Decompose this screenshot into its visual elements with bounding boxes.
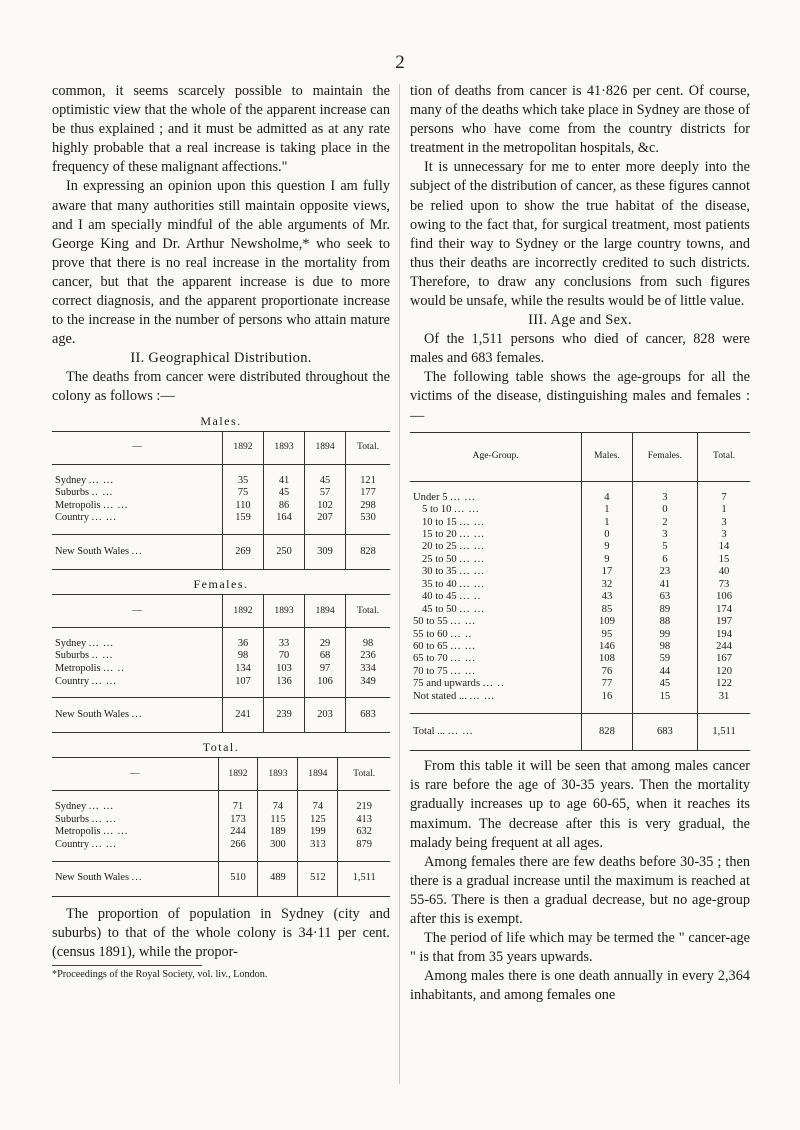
table-cell: 236 (346, 650, 390, 663)
table-cell: 31 (698, 691, 750, 714)
table-row (52, 627, 390, 650)
leader-dots: ... ... (450, 641, 476, 653)
row-label-text: 40 to 45 (422, 591, 457, 603)
leader-dots: ... .. (459, 591, 482, 603)
right-column (410, 82, 750, 1006)
column-header: Total. (346, 431, 390, 464)
row-label-text: 70 to 75 (413, 665, 448, 677)
table-row (410, 691, 750, 714)
row-label (410, 481, 582, 504)
paragraph: In expressing an opinion upon this question I am fully aware that many authorities still maintain opposite views, and I am specially mindful of the able arguments of Mr. George King and Dr. Arthur Newsholme,* who seek to prove that there is no real increase in the mortality from cancer, but that the apparent increase is due to more correct diagnosis, and the apparent proportionate increase to the increase in the number of persons who attain mature age. (52, 178, 390, 348)
table-cell: 15 (632, 691, 697, 714)
leader-dots: ... ... (103, 499, 129, 511)
row-label-text: Suburbs (55, 650, 90, 662)
table-cell: 95 (582, 629, 632, 641)
leader-dots: ... ... (459, 516, 485, 528)
column-header: Total. (338, 758, 390, 791)
row-label (410, 629, 582, 641)
table-cell: 98 (223, 650, 264, 663)
table-cell: 244 (218, 826, 258, 839)
table-cell: 45 (632, 678, 697, 690)
leader-dots: ... ... (454, 504, 480, 516)
column-header: — (52, 594, 223, 627)
leader-dots: ... ... (450, 616, 476, 628)
column-header: 1894 (305, 431, 346, 464)
table-row (410, 678, 750, 690)
row-label-text: Metropolis (55, 663, 101, 675)
table-cell: 45 (305, 464, 346, 487)
leader-dots: ... .. (450, 628, 473, 640)
table-cell: 98 (346, 627, 390, 650)
row-label-text: 35 to 40 (422, 578, 457, 590)
table-cell: 349 (346, 676, 390, 698)
section-heading: III. Age and Sex. (528, 312, 632, 329)
leader-dots: .. ... (91, 650, 114, 662)
row-label (410, 714, 582, 751)
table-cell: 32 (582, 579, 632, 591)
column-divider (399, 84, 400, 1084)
table-cell: 173 (218, 814, 258, 827)
table-cell: 59 (632, 653, 697, 665)
row-label-text: Suburbs (55, 487, 90, 499)
column-header: Total. (346, 594, 390, 627)
table-cell: 75 (223, 487, 264, 500)
table-row (52, 663, 390, 676)
table-cell: 164 (264, 512, 305, 534)
table-cell: 828 (582, 714, 632, 751)
row-label (410, 591, 582, 603)
table-cell: 879 (338, 839, 390, 861)
row-label (52, 663, 223, 676)
females-table (52, 594, 390, 733)
header-row (410, 432, 750, 481)
table-cell: 683 (632, 714, 697, 751)
table-cell: 1,511 (698, 714, 750, 751)
table-cell: 9 (582, 541, 632, 553)
row-label-text: 15 to 20 (422, 528, 457, 540)
total-table-caption: Total. (202, 740, 240, 755)
table-cell: 300 (258, 839, 298, 861)
leader-dots: ... ... (91, 813, 117, 825)
table-cell: 189 (258, 826, 298, 839)
leader-dots: ... (131, 708, 143, 720)
table-cell: 174 (698, 604, 750, 616)
table-row (410, 481, 750, 504)
table-cell: 6 (632, 554, 697, 566)
table-row (52, 650, 390, 663)
row-label-text: 50 to 55 (413, 616, 448, 628)
table-cell: 57 (305, 487, 346, 500)
paragraph: It is unnecessary for me to enter more deeply into the subject of the distribution of cancer, as these figures cannot be relied upon to show the true habitat of the disease, owing to the fact that, for surgical treatment, most patients find their way to Sydney or the large country towns, and thus their deaths are incorrectly credited to such districts. Therefore, to draw any conclusions from such figures would be unsafe, while the results would be of little value. (410, 159, 750, 310)
row-label-text: 60 to 65 (413, 641, 448, 653)
row-label-text: Metropolis (55, 826, 101, 838)
table-cell: 110 (223, 500, 264, 513)
table-cell: 4 (582, 481, 632, 504)
row-label (52, 512, 223, 534)
table-cell: 121 (346, 464, 390, 487)
table-row (410, 504, 750, 516)
row-label-text: Country (55, 512, 90, 524)
table-cell: 98 (632, 641, 697, 653)
row-label (52, 861, 218, 896)
table-row (52, 512, 390, 534)
table-cell: 74 (298, 791, 338, 814)
column-header: 1893 (264, 431, 305, 464)
males-table-caption: Males. (200, 413, 242, 428)
table-cell: 489 (258, 861, 298, 896)
paragraph: Among females there are few deaths before 30-35 ; then there is a gradual increase until the maximum is reached at 55-65. There is then a gradual decrease, but no age-group after this is exempt. (410, 853, 750, 928)
footnote: *Proceedings of the Royal Society, vol. liv., London. (52, 968, 268, 980)
column-header: — (52, 758, 218, 791)
row-label (52, 464, 223, 487)
leader-dots: ... ... (450, 665, 476, 677)
total-row (52, 534, 390, 569)
table-row (410, 641, 750, 653)
paragraph: Of the 1,511 persons who died of cancer, 828 were males and 683 females. (410, 331, 750, 367)
table-cell: 3 (632, 529, 697, 541)
table-cell: 33 (264, 627, 305, 650)
leader-dots: ... ... (459, 603, 485, 615)
row-label (52, 698, 223, 733)
table-cell: 203 (305, 698, 346, 733)
table-cell: 1 (582, 517, 632, 529)
table-cell: 73 (698, 579, 750, 591)
paragraph: Among males there is one death annually in every 2,364 inhabitants, and among females one (410, 968, 750, 1004)
column-header: Total. (698, 432, 750, 481)
row-label (52, 839, 218, 861)
column-header: 1892 (218, 758, 258, 791)
leader-dots: ... ... (88, 801, 114, 813)
leader-dots: ... ... (103, 826, 129, 838)
row-label (410, 678, 582, 690)
table-cell: 2 (632, 517, 697, 529)
table-cell: 41 (264, 464, 305, 487)
table-row (410, 604, 750, 616)
total-row (52, 698, 390, 733)
total-table (52, 757, 390, 896)
table-cell: 3 (632, 481, 697, 504)
table-cell: 266 (218, 839, 258, 861)
table-cell: 36 (223, 627, 264, 650)
total-row (410, 714, 750, 751)
table-cell: 3 (698, 529, 750, 541)
row-label (410, 517, 582, 529)
leader-dots: ... (131, 545, 143, 557)
row-label-text: Total ... (413, 726, 446, 738)
column-header: 1894 (305, 594, 346, 627)
table-cell: 109 (582, 616, 632, 628)
table-cell: 194 (698, 629, 750, 641)
table-cell: 102 (305, 500, 346, 513)
table-cell: 334 (346, 663, 390, 676)
table-row (52, 500, 390, 513)
row-label-text: Sydney (55, 474, 87, 486)
table-cell: 1 (698, 504, 750, 516)
table-row (52, 826, 390, 839)
table-row (410, 529, 750, 541)
leader-dots: ... ... (459, 578, 485, 590)
leader-dots: ... ... (88, 637, 114, 649)
table-cell: 197 (698, 616, 750, 628)
table-cell: 309 (305, 534, 346, 569)
table-cell: 5 (632, 541, 697, 553)
table-row (410, 541, 750, 553)
table-row (410, 653, 750, 665)
leader-dots: ... .. (482, 678, 505, 690)
row-label (52, 534, 223, 569)
row-label (410, 653, 582, 665)
paragraph: The deaths from cancer were distributed throughout the colony as follows :— (52, 369, 390, 405)
row-label-text: Suburbs (55, 813, 90, 825)
table-cell: 199 (298, 826, 338, 839)
row-label (410, 641, 582, 653)
table-cell: 41 (632, 579, 697, 591)
table-cell: 106 (698, 591, 750, 603)
table-cell: 219 (338, 791, 390, 814)
leader-dots: ... ... (459, 528, 485, 540)
table-cell: 115 (258, 814, 298, 827)
table-cell: 120 (698, 666, 750, 678)
leader-dots: ... .. (103, 663, 125, 675)
row-label-text: 5 to 10 (422, 504, 452, 516)
row-label (410, 579, 582, 591)
table-cell: 14 (698, 541, 750, 553)
leader-dots: ... ... (450, 653, 476, 665)
row-label-text: Metropolis (55, 499, 101, 511)
table-row (410, 554, 750, 566)
table-row (410, 629, 750, 641)
table-row (52, 814, 390, 827)
row-label-text: 25 to 50 (422, 553, 457, 565)
table-cell: 43 (582, 591, 632, 603)
row-label-text: Sydney (55, 801, 87, 813)
column-header: 1893 (264, 594, 305, 627)
table-cell: 107 (223, 676, 264, 698)
table-cell: 207 (305, 512, 346, 534)
paragraph: The following table shows the age-groups for all the victims of the disease, distinguishing males and females :— (410, 369, 750, 424)
column-header: Females. (632, 432, 697, 481)
row-label (52, 487, 223, 500)
table-cell: 35 (223, 464, 264, 487)
row-label-text: New South Wales (55, 545, 130, 557)
paragraph: tion of deaths from cancer is 41·826 per cent. Of course, many of the deaths which take place in Sydney are those of persons who have come from the country districts for treatment in the metropolitan hospitals, &c. (410, 83, 750, 157)
males-table (52, 431, 390, 570)
table-cell: 146 (582, 641, 632, 653)
leader-dots: ... ... (447, 726, 474, 738)
row-label-text: Country (55, 675, 90, 687)
column-header: 1893 (258, 758, 298, 791)
table-cell: 1 (582, 504, 632, 516)
column-header: Age-Group. (410, 432, 582, 481)
paragraph: The period of life which may be termed the " cancer-age " is that from 35 years upwards. (410, 930, 750, 966)
header-row (52, 758, 390, 791)
table-cell: 159 (223, 512, 264, 534)
page-number: 2 (395, 52, 405, 73)
header-row (52, 594, 390, 627)
table-cell: 241 (223, 698, 264, 733)
table-cell: 7 (698, 481, 750, 504)
table-row (410, 517, 750, 529)
row-label (52, 814, 218, 827)
table-cell: 136 (264, 676, 305, 698)
table-cell: 298 (346, 500, 390, 513)
table-cell: 510 (218, 861, 258, 896)
table-cell: 0 (582, 529, 632, 541)
table-row (52, 839, 390, 861)
column-header: 1892 (223, 431, 264, 464)
table-cell: 177 (346, 487, 390, 500)
table-cell: 1,511 (338, 861, 390, 896)
table-cell: 103 (264, 663, 305, 676)
table-cell: 239 (264, 698, 305, 733)
table-cell: 683 (346, 698, 390, 733)
column-header: 1892 (223, 594, 264, 627)
row-label (52, 791, 218, 814)
section-heading: II. Geographical Distribution. (130, 350, 312, 367)
table-cell: 134 (223, 663, 264, 676)
row-label-text: 45 to 50 (422, 603, 457, 615)
table-cell: 23 (632, 566, 697, 578)
table-cell: 76 (582, 666, 632, 678)
paragraph: common, it seems scarcely possible to maintain the optimistic view that the whole of the apparent increase can be thus explained ; and it must be admitted as at any rate highly probable that a real increase is taking place in the frequency of these malignant affections." (52, 83, 390, 176)
leader-dots: .. ... (91, 487, 114, 499)
table-cell: 0 (632, 504, 697, 516)
footnote-rule (52, 965, 202, 966)
females-table-caption: Females. (193, 576, 249, 591)
row-label (410, 529, 582, 541)
table-row (410, 591, 750, 603)
leader-dots: ... ... (91, 675, 117, 687)
leader-dots: ... ... (459, 541, 485, 553)
column-header: 1894 (298, 758, 338, 791)
row-label (410, 504, 582, 516)
table-cell: 108 (582, 653, 632, 665)
table-cell: 313 (298, 839, 338, 861)
table-cell: 16 (582, 691, 632, 714)
row-label (410, 691, 582, 714)
table-cell: 122 (698, 678, 750, 690)
column-header: — (52, 431, 223, 464)
table-row (410, 616, 750, 628)
table-row (410, 579, 750, 591)
table-cell: 77 (582, 678, 632, 690)
table-row (410, 666, 750, 678)
row-label-text: 65 to 70 (413, 653, 448, 665)
leader-dots: ... ... (469, 690, 496, 702)
table-cell: 125 (298, 814, 338, 827)
row-label-text: Under 5 (413, 491, 448, 503)
table-cell: 71 (218, 791, 258, 814)
row-label-text: 30 to 35 (422, 566, 457, 578)
table-cell: 45 (264, 487, 305, 500)
table-cell: 15 (698, 554, 750, 566)
table-cell: 99 (632, 629, 697, 641)
table-cell: 632 (338, 826, 390, 839)
table-cell: 512 (298, 861, 338, 896)
table-cell: 828 (346, 534, 390, 569)
table-cell: 68 (305, 650, 346, 663)
row-label-text: 20 to 25 (422, 541, 457, 553)
table-cell: 44 (632, 666, 697, 678)
age-sex-table (410, 432, 750, 752)
row-label-text: New South Wales (55, 708, 130, 720)
table-cell: 74 (258, 791, 298, 814)
table-cell: 17 (582, 566, 632, 578)
table-cell: 269 (223, 534, 264, 569)
table-cell: 29 (305, 627, 346, 650)
table-cell: 40 (698, 566, 750, 578)
table-cell: 3 (698, 517, 750, 529)
leader-dots: ... ... (459, 553, 485, 565)
row-label (410, 541, 582, 553)
table-cell: 167 (698, 653, 750, 665)
row-label-text: 10 to 15 (422, 516, 457, 528)
table-cell: 106 (305, 676, 346, 698)
table-cell: 63 (632, 591, 697, 603)
row-label (52, 650, 223, 663)
leader-dots: ... ... (88, 474, 114, 486)
table-row (52, 487, 390, 500)
leader-dots: ... (131, 872, 143, 884)
table-cell: 530 (346, 512, 390, 534)
leader-dots: ... ... (91, 512, 117, 524)
left-column (52, 82, 390, 981)
row-label (52, 500, 223, 513)
row-label-text: Not stated ... (413, 690, 467, 702)
row-label (410, 666, 582, 678)
leader-dots: ... ... (91, 839, 117, 851)
table-row (410, 566, 750, 578)
row-label-text: 75 and upwards (413, 678, 481, 690)
row-label (52, 676, 223, 698)
paragraph: From this table it will be seen that among males cancer is rare before the age of 30-35 years. Then the mortality gradually increases up to age 60-65, when it reaches its maximum. The decrease after this is very gradual, the malady being frequent at all ages. (410, 758, 750, 851)
row-label (410, 554, 582, 566)
leader-dots: ... ... (450, 491, 476, 503)
total-row (52, 861, 390, 896)
table-cell: 88 (632, 616, 697, 628)
table-cell: 89 (632, 604, 697, 616)
row-label (52, 627, 223, 650)
table-cell: 86 (264, 500, 305, 513)
table-cell: 85 (582, 604, 632, 616)
table-cell: 413 (338, 814, 390, 827)
leader-dots: ... ... (459, 566, 485, 578)
row-label (410, 604, 582, 616)
table-row (52, 791, 390, 814)
table-row (52, 464, 390, 487)
header-row (52, 431, 390, 464)
table-cell: 70 (264, 650, 305, 663)
paragraph: The proportion of population in Sydney (city and suburbs) to that of the whole colony is 34·11 per cent. (census 1891), while the propor- (52, 905, 390, 960)
row-label (410, 566, 582, 578)
row-label (410, 616, 582, 628)
row-label-text: Country (55, 839, 90, 851)
table-cell: 250 (264, 534, 305, 569)
row-label-text: Sydney (55, 637, 87, 649)
table-row (52, 676, 390, 698)
row-label-text: New South Wales (55, 872, 130, 884)
row-label-text: 55 to 60 (413, 628, 448, 640)
table-cell: 9 (582, 554, 632, 566)
table-cell: 97 (305, 663, 346, 676)
column-header: Males. (582, 432, 632, 481)
row-label (52, 826, 218, 839)
table-cell: 244 (698, 641, 750, 653)
